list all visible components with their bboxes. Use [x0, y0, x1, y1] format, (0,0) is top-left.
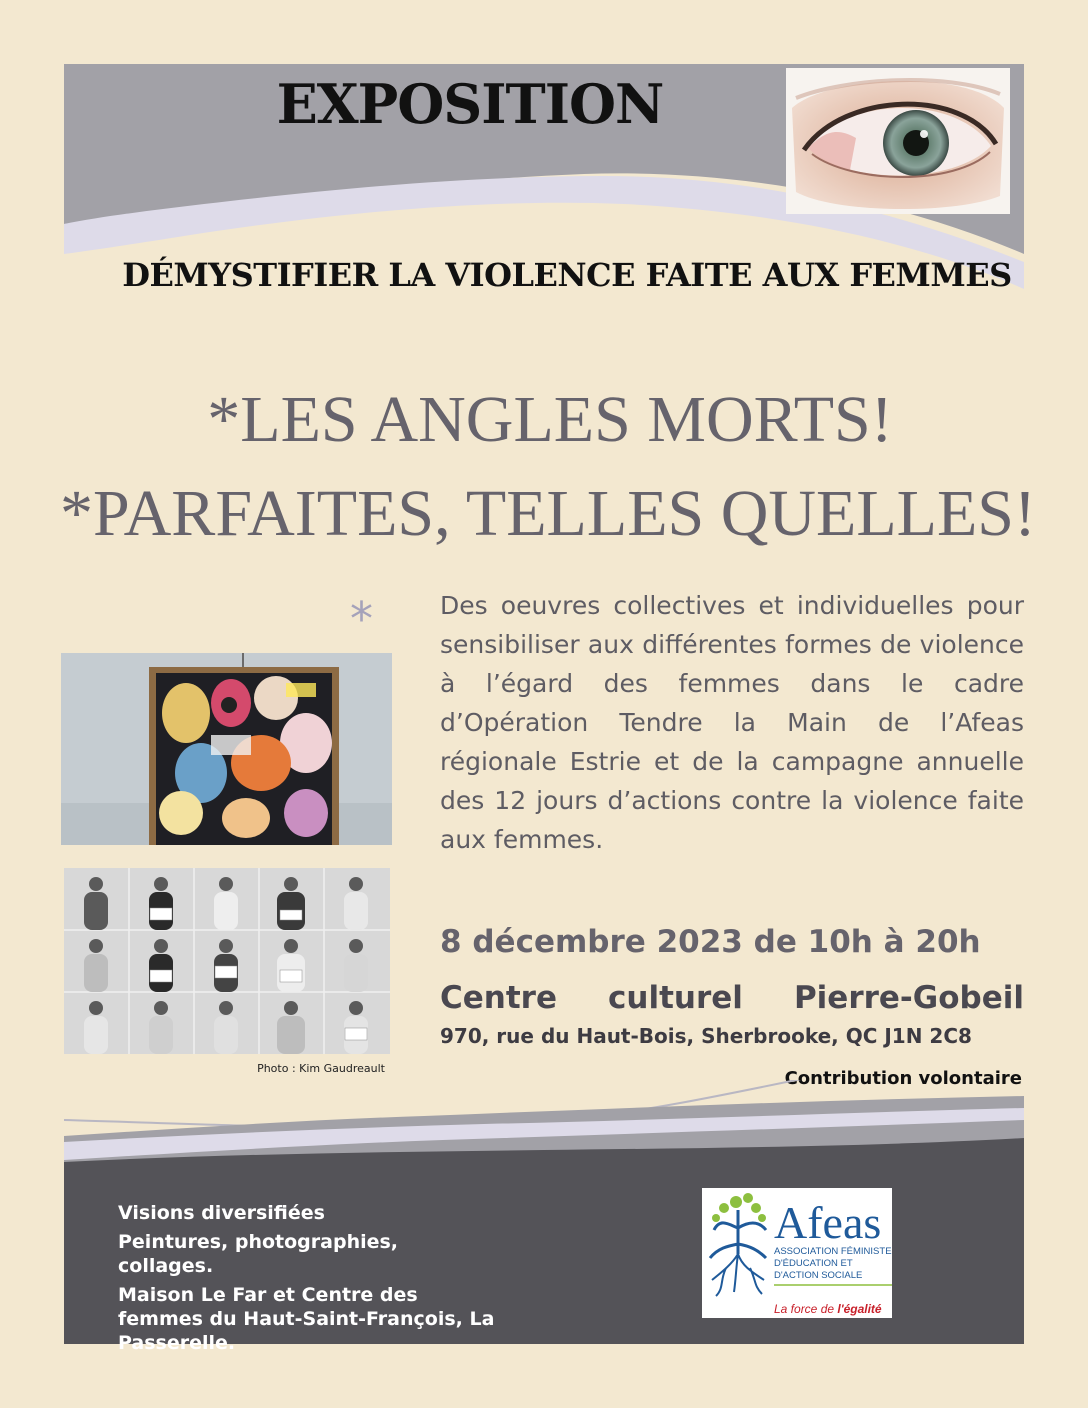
logo-line-2: D'ÉDUCATION ET	[774, 1258, 853, 1269]
logo-line-3: D'ACTION SOCIALE	[774, 1270, 863, 1281]
logo-name: Afeas	[774, 1197, 882, 1248]
page-title: EXPOSITION	[276, 72, 664, 136]
eye-photo	[786, 68, 1010, 214]
afeas-logo	[702, 1188, 892, 1318]
footer-line-media: Peintures, photographies, collages.	[118, 1231, 399, 1277]
footer-line-partners: Maison Le Far et Centre des femmes du Haut-Saint-François, La Passerelle.	[118, 1284, 495, 1354]
description-paragraph: Des oeuvres collectives et individuelles pour sensibiliser aux différentes formes de violence à l’égard des femmes dans le cadre d’Opération Tendre la Main de l’Afeas régionale Estrie et de la campagne annuelle des 12 jours d’actions contre la violence faite aux femmes.	[440, 591, 1024, 854]
artwork-photo	[61, 653, 392, 845]
headline-angles-morts: *LES ANGLES MORTS!	[207, 383, 893, 456]
asterisk-decoration: *	[350, 592, 373, 646]
footer-line-visions: Visions diversifiées	[118, 1202, 325, 1224]
logo-tagline: La force de l'égalité	[774, 1302, 882, 1316]
headline-parfaites: *PARFAITES, TELLES QUELLES!	[60, 477, 1036, 550]
portraits-photo	[64, 868, 390, 1054]
logo-line-1: ASSOCIATION FÉMINISTE	[774, 1246, 892, 1257]
footer-text	[118, 1201, 498, 1355]
afeas-tree-icon	[710, 1193, 766, 1296]
photo-credit: Photo : Kim Gaudreault	[257, 1062, 385, 1075]
contribution-note: Contribution volontaire	[784, 1068, 1022, 1089]
venue-address: 970, rue du Haut-Bois, Sherbrooke, QC J1N 2C8	[440, 1024, 972, 1048]
venue-name: Centre culturel Pierre-Gobeil	[440, 980, 1024, 1016]
event-date: 8 décembre 2023 de 10h à 20h	[440, 924, 981, 960]
subtitle: DÉMYSTIFIER LA VIOLENCE FAITE AUX FEMMES	[122, 256, 1012, 294]
